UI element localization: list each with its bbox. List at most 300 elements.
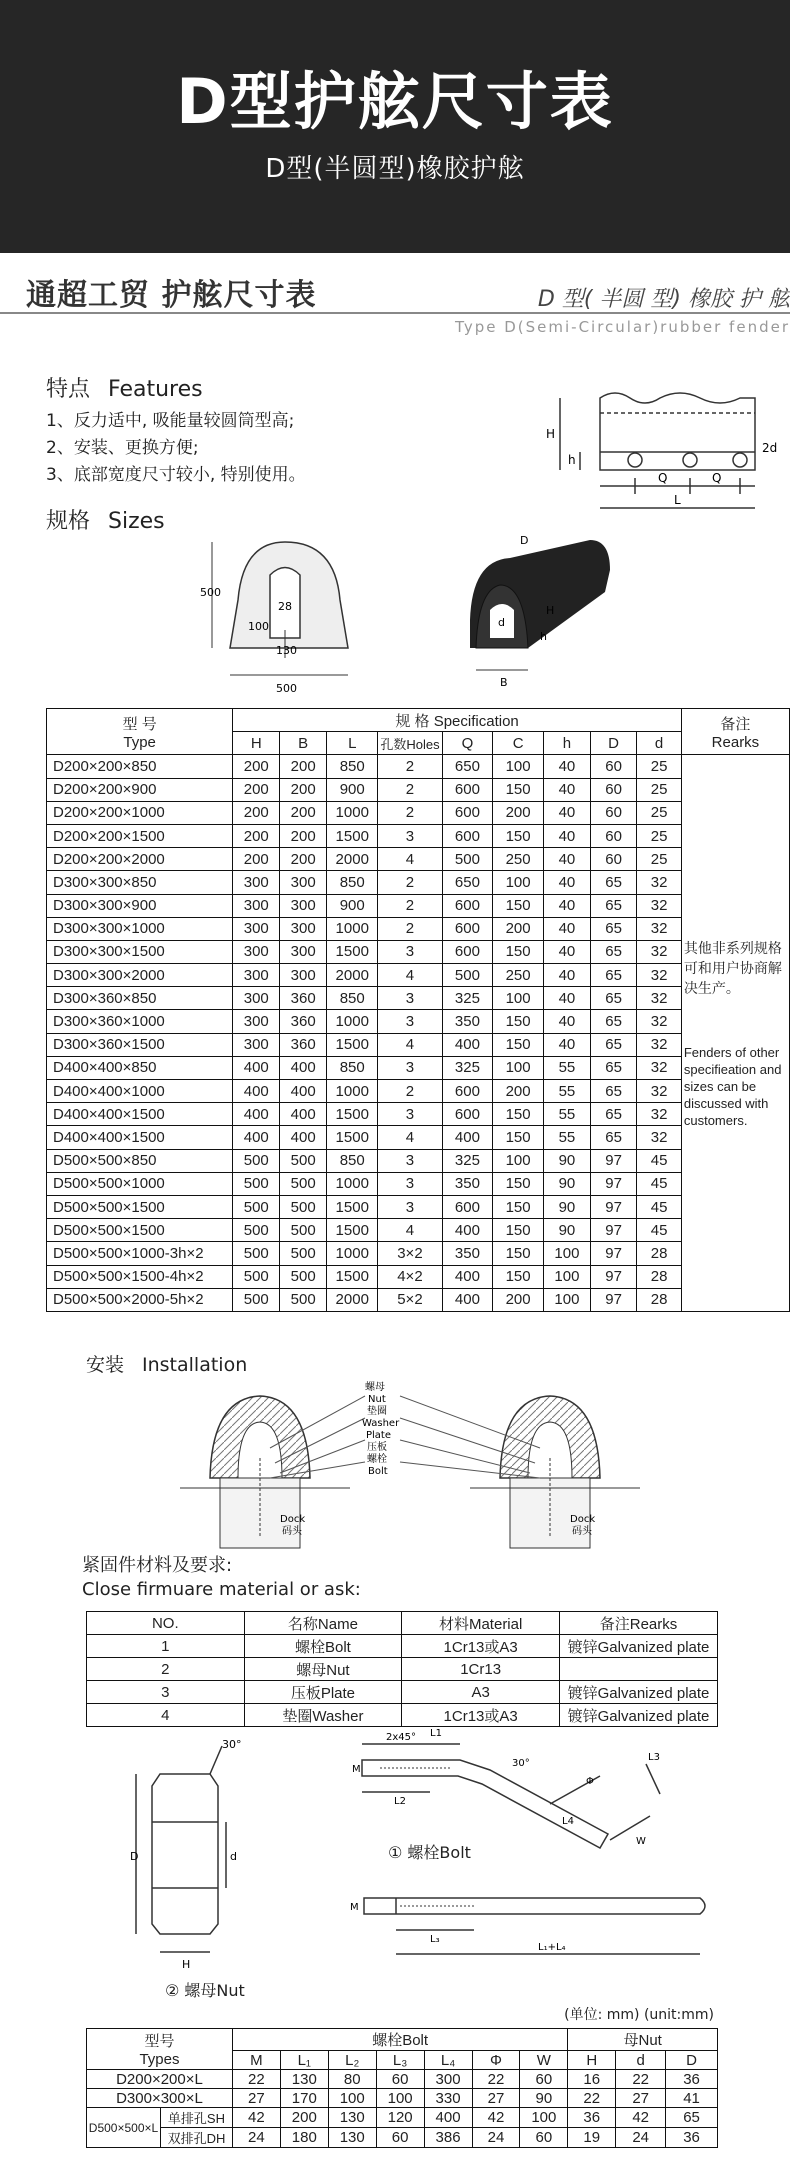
spec-type-cell: D300×300×1000 <box>47 917 233 940</box>
dim-value-cell: 60 <box>520 2070 568 2089</box>
spec-remark-cell <box>681 755 789 1312</box>
spec-value-cell: 2 <box>378 871 442 894</box>
dim-type-header: 型号 Types <box>87 2029 233 2070</box>
spec-value-cell: 400 <box>442 1219 493 1242</box>
spec-value-cell: 45 <box>637 1195 682 1218</box>
spec-value-cell: 500 <box>233 1195 280 1218</box>
feature-item: 1、反力适中, 吸能量较圆筒型高; <box>46 411 295 431</box>
spec-value-cell: 500 <box>280 1265 327 1288</box>
table-row <box>47 1219 790 1242</box>
spec-value-cell: 200 <box>280 778 327 801</box>
spec-type-cell: D400×400×1000 <box>47 1080 233 1103</box>
spec-type-cell: D500×500×1500-4h×2 <box>47 1265 233 1288</box>
install-label: Bolt <box>368 1466 388 1477</box>
spec-value-cell: 60 <box>590 848 636 871</box>
dim-value-cell: 42 <box>616 2108 666 2128</box>
spec-value-cell: 40 <box>543 940 590 963</box>
spec-value-cell: 600 <box>442 1103 493 1126</box>
spec-value-cell: 2 <box>378 894 442 917</box>
spec-value-cell: 360 <box>280 1010 327 1033</box>
bolt-label: Φ <box>586 1776 594 1787</box>
installation-title-cn: 安装 <box>86 1354 125 1376</box>
fastener-col-header: NO. <box>87 1612 245 1635</box>
spec-value-cell: 90 <box>543 1219 590 1242</box>
spec-value-cell: 1000 <box>327 801 378 824</box>
spec-value-cell: 97 <box>590 1265 636 1288</box>
dock-label: Dock <box>570 1514 596 1525</box>
spec-value-cell: 150 <box>493 1219 544 1242</box>
spec-value-cell: 200 <box>233 801 280 824</box>
spec-value-cell: 100 <box>543 1288 590 1311</box>
dim-label: 100 <box>248 620 269 633</box>
spec-value-cell: 1500 <box>327 824 378 847</box>
spec-value-cell: 4 <box>378 1126 442 1149</box>
spec-value-cell: 200 <box>233 824 280 847</box>
spec-value-cell: 500 <box>280 1195 327 1218</box>
spec-value-cell: 150 <box>493 1033 544 1056</box>
spec-value-cell: 350 <box>442 1172 493 1195</box>
nut-drawing <box>130 1736 270 1976</box>
spec-type-cell: D400×400×850 <box>47 1056 233 1079</box>
dim-label: Q <box>712 471 722 485</box>
spec-value-cell: 150 <box>493 1242 544 1265</box>
bolt2-label: L₁+L₄ <box>538 1942 566 1953</box>
fastener-cell: 1Cr13或A3 <box>402 1704 560 1727</box>
feature-item: 2、安装、更换方便; <box>46 438 199 458</box>
fastener-heading <box>82 1554 361 1602</box>
spec-value-cell: 300 <box>280 871 327 894</box>
spec-value-cell: 40 <box>543 755 590 778</box>
spec-value-cell: 28 <box>637 1288 682 1311</box>
spec-type-cell: D400×400×1500 <box>47 1103 233 1126</box>
banner <box>0 0 790 253</box>
spec-value-cell: 300 <box>233 894 280 917</box>
install-label: Plate <box>366 1430 392 1441</box>
spec-value-cell: 600 <box>442 801 493 824</box>
spec-value-cell: 40 <box>543 824 590 847</box>
spec-value-cell: 2000 <box>327 1288 378 1311</box>
spec-value-cell: 1500 <box>327 1219 378 1242</box>
spec-value-cell: 325 <box>442 1056 493 1079</box>
dim-subtype-cell: 双排孔DH <box>160 2128 232 2148</box>
spec-value-cell: 3 <box>378 824 442 847</box>
table-row <box>47 1195 790 1218</box>
spec-value-cell: 3 <box>378 1010 442 1033</box>
spec-value-cell: 65 <box>590 1056 636 1079</box>
dim-value-cell: 400 <box>424 2108 472 2128</box>
features-title-cn: 特点 <box>46 377 91 402</box>
dim-nut-header: 母Nut <box>568 2029 718 2051</box>
bolt-label: M <box>352 1764 361 1775</box>
fastener-table <box>86 1611 718 1727</box>
dim-value-cell: 27 <box>616 2089 666 2108</box>
dim-col-header: W <box>520 2051 568 2070</box>
spec-value-cell: 90 <box>543 1149 590 1172</box>
spec-value-cell: 360 <box>280 987 327 1010</box>
spec-value-cell: 2 <box>378 1080 442 1103</box>
spec-value-cell: 4 <box>378 848 442 871</box>
spec-value-cell: 250 <box>493 848 544 871</box>
spec-value-cell: 400 <box>280 1126 327 1149</box>
dim-value-cell: 41 <box>666 2089 718 2108</box>
spec-value-cell: 400 <box>233 1126 280 1149</box>
dim-col-header: L₃ <box>376 2051 424 2070</box>
catalog-right-en: Type D(Semi-Circular)rubber fender <box>455 318 790 336</box>
spec-value-cell: 500 <box>233 1265 280 1288</box>
spec-value-cell: 150 <box>493 824 544 847</box>
spec-value-cell: 500 <box>233 1288 280 1311</box>
spec-value-cell: 40 <box>543 871 590 894</box>
spec-value-cell: 65 <box>590 940 636 963</box>
bolt-straight-drawing <box>350 1888 720 1968</box>
spec-value-cell: 55 <box>543 1126 590 1149</box>
spec-value-cell: 1000 <box>327 1080 378 1103</box>
spec-value-cell: 4×2 <box>378 1265 442 1288</box>
spec-value-cell: 28 <box>637 1265 682 1288</box>
spec-value-cell: 150 <box>493 1126 544 1149</box>
dim-col-header: d <box>616 2051 666 2070</box>
spec-value-cell: 300 <box>280 964 327 987</box>
dim-value-cell: 19 <box>568 2128 616 2148</box>
bolt2-label: L₃ <box>430 1934 440 1945</box>
spec-value-cell: 90 <box>543 1172 590 1195</box>
table-row <box>47 1010 790 1033</box>
spec-value-cell: 100 <box>493 987 544 1010</box>
fastener-cell: 垫圈Washer <box>244 1704 402 1727</box>
spec-value-cell: 60 <box>590 755 636 778</box>
table-row <box>47 1172 790 1195</box>
install-label: 螺栓 <box>367 1454 387 1465</box>
spec-value-cell: 350 <box>442 1242 493 1265</box>
table-row <box>47 1080 790 1103</box>
spec-value-cell: 60 <box>590 824 636 847</box>
table-row <box>87 1658 718 1681</box>
bolt-label: L4 <box>562 1816 574 1827</box>
features-title-en: Features <box>108 377 203 402</box>
dim-value-cell: 42 <box>232 2108 280 2128</box>
remark-en: Fenders of other specifieation and sizes can be discussed with customers. <box>683 1044 782 1128</box>
dim-value-cell: 60 <box>376 2070 424 2089</box>
spec-col-header: B <box>280 732 327 755</box>
spec-type-cell: D200×200×900 <box>47 778 233 801</box>
fastener-cell: 压板Plate <box>244 1681 402 1704</box>
fastener-col-header: 名称Name <box>244 1612 402 1635</box>
spec-value-cell: 850 <box>327 1149 378 1172</box>
spec-value-cell: 2 <box>378 801 442 824</box>
spec-value-cell: 32 <box>637 1010 682 1033</box>
bolt-label: L1 <box>430 1728 442 1739</box>
table-row <box>47 848 790 871</box>
dim-label: D <box>520 534 529 547</box>
fastener-cell: 螺母Nut <box>244 1658 402 1681</box>
dim-value-cell: 27 <box>232 2089 280 2108</box>
fastener-cell: A3 <box>402 1681 560 1704</box>
features-heading <box>46 372 203 403</box>
spec-value-cell: 1000 <box>327 1172 378 1195</box>
dim-value-cell: 22 <box>616 2070 666 2089</box>
spec-value-cell: 65 <box>590 987 636 1010</box>
spec-value-cell: 55 <box>543 1056 590 1079</box>
fastener-cell: 4 <box>87 1704 245 1727</box>
dim-value-cell: 130 <box>280 2070 328 2089</box>
spec-type-cell: D300×300×2000 <box>47 964 233 987</box>
unit-note: (单位: mm) (unit:mm) <box>564 2007 714 2023</box>
spec-value-cell: 65 <box>590 917 636 940</box>
spec-value-cell: 32 <box>637 1103 682 1126</box>
nut-label: d <box>230 1850 237 1863</box>
spec-value-cell: 2 <box>378 778 442 801</box>
table-row <box>47 778 790 801</box>
dim-value-cell: 180 <box>280 2128 328 2148</box>
spec-value-cell: 1500 <box>327 940 378 963</box>
dim-value-cell: 22 <box>568 2089 616 2108</box>
spec-value-cell: 100 <box>493 871 544 894</box>
spec-value-cell: 850 <box>327 987 378 1010</box>
spec-value-cell: 200 <box>280 824 327 847</box>
dim-value-cell: 22 <box>232 2070 280 2089</box>
spec-value-cell: 1500 <box>327 1033 378 1056</box>
spec-value-cell: 4 <box>378 1219 442 1242</box>
table-row <box>47 940 790 963</box>
table-row <box>47 1103 790 1126</box>
spec-value-cell: 5×2 <box>378 1288 442 1311</box>
spec-type-cell: D200×200×1000 <box>47 801 233 824</box>
spec-value-cell: 500 <box>442 964 493 987</box>
spec-value-cell: 65 <box>590 894 636 917</box>
page-title: D型护舷尺寸表 <box>176 65 614 138</box>
dock-label: 码头 <box>282 1526 302 1537</box>
dim-value-cell: 24 <box>616 2128 666 2148</box>
spec-value-cell: 500 <box>233 1242 280 1265</box>
dim-value-cell: 200 <box>280 2108 328 2128</box>
spec-value-cell: 100 <box>543 1242 590 1265</box>
spec-value-cell: 65 <box>590 1126 636 1149</box>
dim-value-cell: 36 <box>666 2070 718 2089</box>
spec-value-cell: 500 <box>442 848 493 871</box>
spec-value-cell: 150 <box>493 894 544 917</box>
dim-type-cell: D300×300×L <box>87 2089 233 2108</box>
spec-value-cell: 25 <box>637 848 682 871</box>
spec-value-cell: 100 <box>543 1265 590 1288</box>
spec-value-cell: 60 <box>590 801 636 824</box>
spec-type-cell: D300×300×1500 <box>47 940 233 963</box>
spec-type-header: 型 号 Type <box>47 709 233 755</box>
dim-col-header: Φ <box>472 2051 520 2070</box>
spec-value-cell: 40 <box>543 1010 590 1033</box>
spec-value-cell: 600 <box>442 940 493 963</box>
spec-value-cell: 300 <box>233 940 280 963</box>
spec-value-cell: 900 <box>327 894 378 917</box>
table-row <box>47 1126 790 1149</box>
installation-heading <box>86 1350 247 1377</box>
fender-isometric-drawing <box>440 530 630 700</box>
spec-value-cell: 150 <box>493 1172 544 1195</box>
dim-value-cell: 65 <box>666 2108 718 2128</box>
fastener-cell: 1Cr13 <box>402 1658 560 1681</box>
spec-value-cell: 400 <box>280 1056 327 1079</box>
dim-value-cell: 130 <box>328 2108 376 2128</box>
spec-value-cell: 850 <box>327 871 378 894</box>
spec-value-cell: 500 <box>233 1219 280 1242</box>
spec-value-cell: 97 <box>590 1288 636 1311</box>
dim-value-cell: 100 <box>328 2089 376 2108</box>
dim-value-cell: 100 <box>520 2108 568 2128</box>
spec-spec-header: 规 格 Specification <box>233 709 682 732</box>
spec-col-header: 孔数Holes <box>378 732 442 755</box>
spec-value-cell: 97 <box>590 1219 636 1242</box>
spec-value-cell: 600 <box>442 917 493 940</box>
fastener-cell: 螺栓Bolt <box>244 1635 402 1658</box>
dim-label: 500 <box>200 586 221 599</box>
spec-value-cell: 2 <box>378 755 442 778</box>
spec-value-cell: 32 <box>637 987 682 1010</box>
bolt-label: L3 <box>648 1752 660 1763</box>
catalog-header <box>0 262 790 336</box>
table-row <box>47 917 790 940</box>
dim-col-header: H <box>568 2051 616 2070</box>
spec-value-cell: 100 <box>493 755 544 778</box>
dim-label: H <box>546 427 556 441</box>
spec-value-cell: 150 <box>493 1010 544 1033</box>
spec-value-cell: 200 <box>233 848 280 871</box>
dim-bolt-header: 螺栓Bolt <box>232 2029 567 2051</box>
fastener-cell: 1 <box>87 1635 245 1658</box>
spec-value-cell: 360 <box>280 1033 327 1056</box>
spec-value-cell: 200 <box>280 848 327 871</box>
spec-value-cell: 3 <box>378 1056 442 1079</box>
spec-value-cell: 25 <box>637 801 682 824</box>
dim-value-cell: 27 <box>472 2089 520 2108</box>
spec-type-cell: D200×200×1500 <box>47 824 233 847</box>
install-label: 压板 <box>367 1442 387 1453</box>
spec-value-cell: 500 <box>233 1149 280 1172</box>
spec-value-cell: 200 <box>233 755 280 778</box>
table-row <box>47 894 790 917</box>
spec-value-cell: 325 <box>442 987 493 1010</box>
spec-type-cell: D500×500×850 <box>47 1149 233 1172</box>
install-label: Washer <box>362 1418 400 1429</box>
spec-value-cell: 97 <box>590 1242 636 1265</box>
spec-value-cell: 32 <box>637 917 682 940</box>
dim-label: 500 <box>276 682 297 695</box>
table-row <box>47 824 790 847</box>
spec-value-cell: 850 <box>327 755 378 778</box>
dim-value-cell: 80 <box>328 2070 376 2089</box>
fastener-col-header: 备注Rearks <box>560 1612 718 1635</box>
dim-value-cell: 330 <box>424 2089 472 2108</box>
spec-type-cell: D500×500×1500 <box>47 1219 233 1242</box>
spec-value-cell: 60 <box>590 778 636 801</box>
spec-value-cell: 32 <box>637 964 682 987</box>
spec-value-cell: 40 <box>543 801 590 824</box>
fastener-cell <box>560 1658 718 1681</box>
spec-value-cell: 1000 <box>327 917 378 940</box>
spec-value-cell: 32 <box>637 940 682 963</box>
spec-value-cell: 3 <box>378 1149 442 1172</box>
table-row <box>47 801 790 824</box>
spec-value-cell: 250 <box>493 964 544 987</box>
fastener-header-row <box>87 1612 718 1635</box>
fender-front-view-drawing <box>540 378 790 518</box>
spec-value-cell: 2 <box>378 917 442 940</box>
spec-value-cell: 2000 <box>327 964 378 987</box>
spec-value-cell: 350 <box>442 1010 493 1033</box>
dim-label: 2d <box>762 441 778 455</box>
spec-value-cell: 40 <box>543 917 590 940</box>
dock-label: 码头 <box>572 1526 592 1537</box>
dim-value-cell: 386 <box>424 2128 472 2148</box>
spec-value-cell: 400 <box>233 1103 280 1126</box>
spec-value-cell: 40 <box>543 964 590 987</box>
bolt-caption: ① 螺栓Bolt <box>388 1843 471 1862</box>
spec-value-cell: 650 <box>442 755 493 778</box>
table-row <box>87 1635 718 1658</box>
spec-value-cell: 3 <box>378 940 442 963</box>
table-row <box>47 964 790 987</box>
spec-value-cell: 300 <box>280 894 327 917</box>
spec-type-cell: D500×500×1000 <box>47 1172 233 1195</box>
fastener-cell: 镀锌Galvanized plate <box>560 1681 718 1704</box>
spec-value-cell: 4 <box>378 1033 442 1056</box>
install-label: Nut <box>368 1394 386 1405</box>
spec-value-cell: 400 <box>442 1033 493 1056</box>
table-row <box>47 1242 790 1265</box>
spec-value-cell: 325 <box>442 1149 493 1172</box>
spec-value-cell: 300 <box>233 1033 280 1056</box>
spec-type-cell: D500×500×1000-3h×2 <box>47 1242 233 1265</box>
spec-value-cell: 25 <box>637 824 682 847</box>
spec-type-cell: D300×360×1000 <box>47 1010 233 1033</box>
spec-value-cell: 400 <box>442 1288 493 1311</box>
spec-value-cell: 32 <box>637 894 682 917</box>
fastener-cell: 镀锌Galvanized plate <box>560 1704 718 1727</box>
dim-label: L <box>674 493 681 507</box>
dim-label: Q <box>658 471 668 485</box>
fastener-cell: 3 <box>87 1681 245 1704</box>
spec-value-cell: 3×2 <box>378 1242 442 1265</box>
dim-value-cell: 16 <box>568 2070 616 2089</box>
spec-value-cell: 300 <box>280 917 327 940</box>
spec-value-cell: 45 <box>637 1149 682 1172</box>
table-row <box>87 1681 718 1704</box>
spec-value-cell: 55 <box>543 1080 590 1103</box>
spec-value-cell: 150 <box>493 778 544 801</box>
catalog-right-title: D 型( 半圆 型) 橡胶 护 舷 <box>537 287 790 312</box>
spec-value-cell: 32 <box>637 871 682 894</box>
spec-value-cell: 40 <box>543 848 590 871</box>
table-row <box>47 1265 790 1288</box>
fastener-title-en: Close firmuare material or ask: <box>82 1579 361 1600</box>
spec-col-header: D <box>590 732 636 755</box>
sizes-title-en: Sizes <box>108 509 165 534</box>
spec-value-cell: 25 <box>637 755 682 778</box>
dim-value-cell: 60 <box>376 2128 424 2148</box>
spec-value-cell: 200 <box>233 778 280 801</box>
spec-value-cell: 850 <box>327 1056 378 1079</box>
dim-subtype-cell: 单排孔SH <box>160 2108 232 2128</box>
spec-col-header: C <box>493 732 544 755</box>
dim-value-cell: 22 <box>472 2070 520 2089</box>
spec-type-cell: D300×300×900 <box>47 894 233 917</box>
nut-label: H <box>182 1958 191 1971</box>
spec-col-header: h <box>543 732 590 755</box>
spec-value-cell: 200 <box>280 801 327 824</box>
features-list <box>46 408 306 489</box>
install-label: 垫圈 <box>367 1406 387 1417</box>
spec-value-cell: 200 <box>493 1288 544 1311</box>
table-row <box>47 987 790 1010</box>
header-divider <box>0 312 790 314</box>
